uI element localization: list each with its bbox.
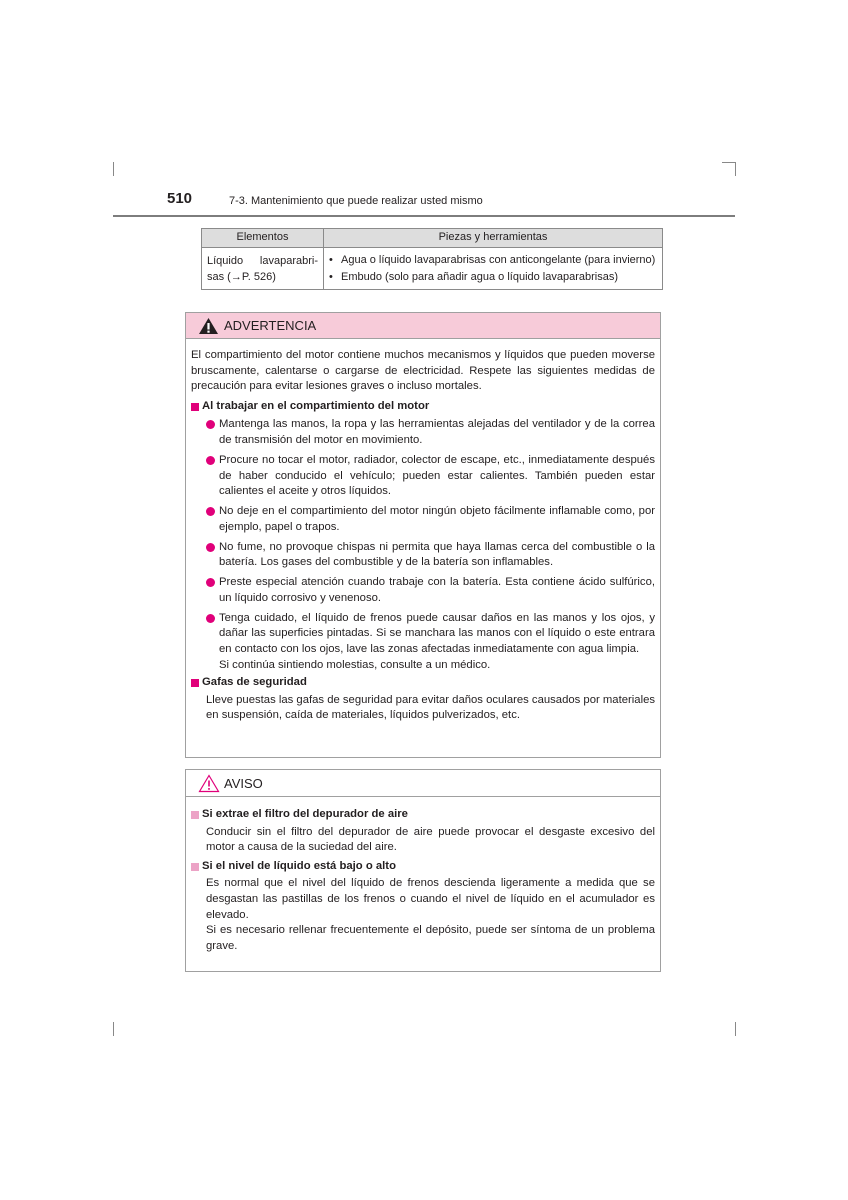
table-cell-element: Líquido lavaparabri-sas (→P. 526) — [202, 248, 324, 290]
bullet-dot: • — [329, 271, 333, 283]
warning-section-heading — [191, 675, 655, 691]
warning-section-heading — [191, 399, 655, 415]
notice-section-heading — [191, 859, 655, 875]
warning-title: ADVERTENCIA — [224, 318, 317, 333]
bullet-circle-icon — [206, 420, 215, 429]
header-rule — [113, 215, 735, 217]
crop-mark-top-right-vertical — [735, 162, 736, 176]
page-number: 510 — [167, 190, 193, 207]
heading-text: Si el nivel de líquido está bajo o alto — [202, 859, 396, 872]
warning-intro: El compartimiento del motor contiene muchos mecanismos y líquidos que pueden moverse bruscamente, calentarse o cargarse de electricidad. Respete las siguientes medidas de precaución para evitar lesiones graves o incluso mortales. — [191, 349, 655, 393]
warning-box — [185, 312, 661, 758]
notice-header — [186, 770, 660, 797]
list-item-extra: Si continúa sintiendo molestias, consulte a un médico. — [219, 658, 491, 671]
warning-triangle-icon — [198, 317, 219, 335]
list-item-text: No fume, no provoque chispas ni permita que haya llamas cerca del combustible o la batería. Los gases del combustible y de la batería son inflamables. — [219, 540, 655, 569]
crop-mark-top-left-vertical — [113, 162, 114, 176]
warning-body — [186, 339, 660, 724]
warning-list — [206, 417, 655, 673]
notice-triangle-icon — [198, 774, 220, 793]
section-title: 7-3. Mantenimiento que puede realizar usted mismo — [229, 195, 483, 207]
section-square-icon — [191, 811, 199, 819]
list-item — [206, 417, 655, 448]
table-row — [202, 248, 663, 290]
heading-text: Al trabajar en el compartimiento del motor — [202, 399, 430, 412]
list-item — [206, 611, 655, 673]
crop-mark-bottom-left-vertical — [113, 1022, 114, 1036]
list-item — [206, 453, 655, 500]
heading-text: Gafas de seguridad — [202, 676, 307, 689]
bullet-circle-icon — [206, 456, 215, 465]
notice-section-text: Conducir sin el filtro del depurador de aire puede provocar el desgaste excesivo del motor a causa de la suciedad del aire. — [206, 825, 655, 854]
list-item-text: Mantenga las manos, la ropa y las herramientas alejadas del ventilador y de la correa de transmisión del motor en movimiento. — [219, 418, 655, 446]
section-square-icon — [191, 679, 199, 687]
tool-item — [329, 269, 657, 285]
warning-header — [186, 313, 660, 339]
tool-item — [329, 252, 657, 268]
bullet-circle-icon — [206, 507, 215, 516]
column-header-piezas: Piezas y herramientas — [324, 229, 663, 248]
list-item — [206, 575, 655, 606]
table-header-row — [202, 229, 663, 248]
notice-section-text: Es normal que el nivel del líquido de frenos descienda ligeramente a medida que se desgastan las pastillas de los frenos o cuando el nivel de líquido en el acumulador es elevado. — [206, 877, 655, 921]
warning-section-text: Lleve puestas las gafas de seguridad para evitar daños oculares causados por materiales en suspensión, caída de materiales, líquidos pulverizados, etc. — [206, 693, 656, 722]
bullet-circle-icon — [206, 543, 215, 552]
section-square-icon — [191, 863, 199, 871]
notice-body — [186, 797, 660, 954]
table-cell-tools — [324, 248, 663, 290]
bullet-circle-icon — [206, 578, 215, 587]
list-item — [206, 504, 655, 535]
bullet-circle-icon — [206, 614, 215, 623]
list-item-text: Tenga cuidado, el líquido de frenos puede causar daños en las manos y los ojos, y dañar las superficies pintadas. Si se manchara las manos con el líquido o este entrara en contacto con los ojos, lave las zonas afectadas inmediatamente con agua limpia. — [219, 611, 655, 656]
list-item-text: Procure no tocar el motor, radiador, colector de escape, etc., inmediatamente después de haber conducido el vehículo; pueden estar calientes. También pueden estar calientes el aceite y otros líquidos. — [219, 453, 655, 498]
notice-box — [185, 769, 661, 972]
notice-section-text: Si es necesario rellenar frecuentemente el depósito, puede ser síntoma de un problema grave. — [206, 924, 655, 952]
notice-section-heading — [191, 807, 655, 823]
tool-text: Embudo (solo para añadir agua o líquido lavaparabrisas) — [341, 271, 619, 283]
crop-mark-bottom-right-vertical — [735, 1022, 736, 1036]
items-table — [201, 228, 663, 290]
list-item — [206, 540, 655, 571]
crop-mark-top-right-horizontal — [722, 162, 736, 163]
tool-text: Agua o líquido lavaparabrisas con anticongelante (para invierno) — [341, 254, 656, 266]
bullet-dot: • — [329, 254, 333, 266]
section-square-icon — [191, 403, 199, 411]
column-header-elementos: Elementos — [202, 229, 324, 248]
notice-title: AVISO — [224, 775, 263, 791]
list-item-text: No deje en el compartimiento del motor ningún objeto fácilmente inflamable como, por ejemplo, papel o trapos. — [219, 505, 655, 533]
list-item-text: Preste especial atención cuando trabaje con la batería. Esta contiene ácido sulfúrico, un líquido corrosivo y venenoso. — [219, 576, 655, 604]
heading-text: Si extrae el filtro del depurador de aire — [202, 808, 408, 820]
